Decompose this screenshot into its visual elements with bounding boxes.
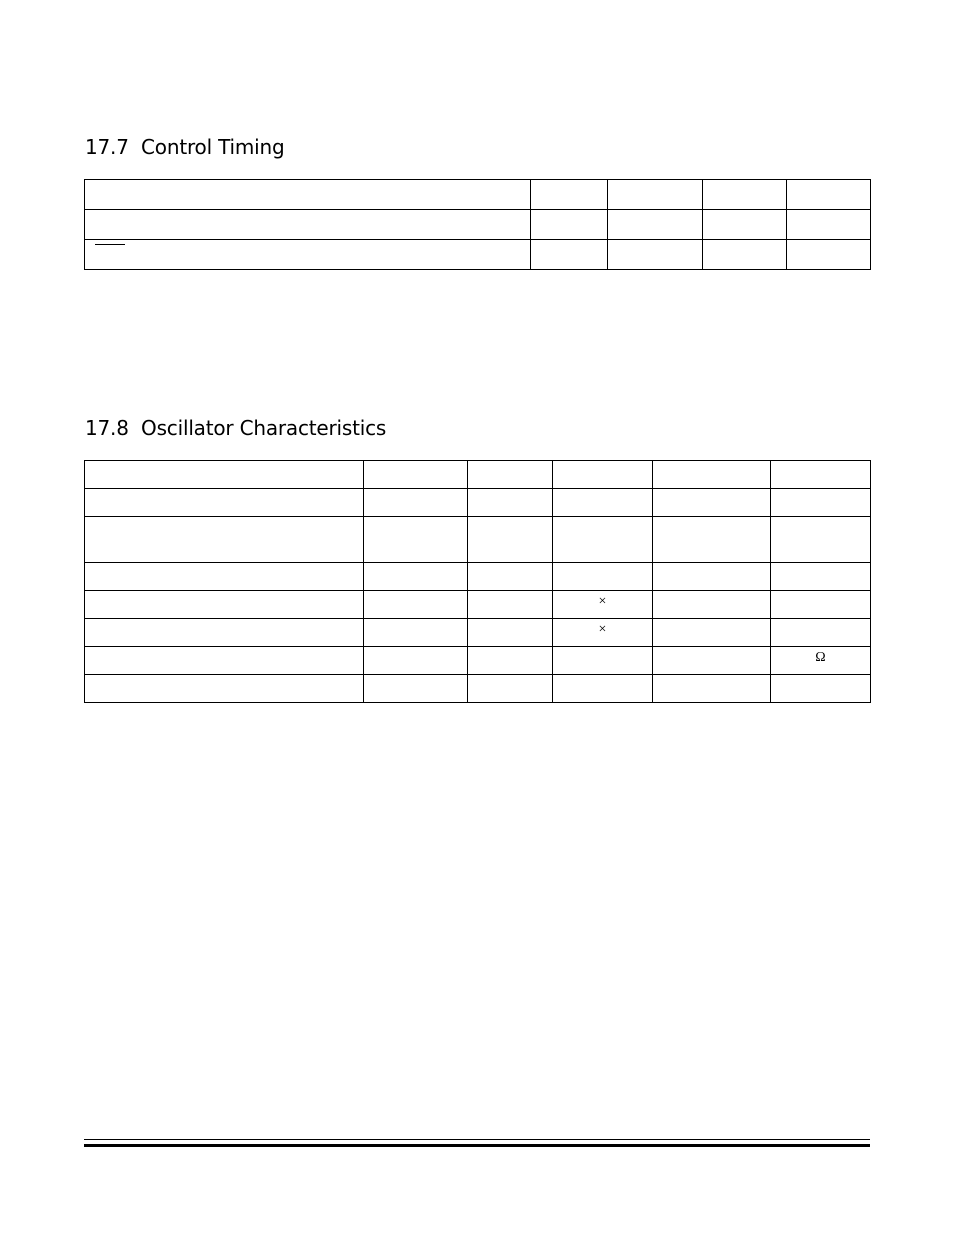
- table-cell: [85, 675, 364, 703]
- table-cell: [85, 461, 364, 489]
- table-cell: [703, 210, 787, 240]
- table-cell: [553, 619, 653, 647]
- table-cell: [771, 647, 871, 675]
- table-cell: [771, 461, 871, 489]
- table-cell: [553, 647, 653, 675]
- table-cell: [553, 461, 653, 489]
- table-cell: [771, 591, 871, 619]
- table-cell: [703, 180, 787, 210]
- table-cell: [787, 210, 871, 240]
- table-cell: [771, 517, 871, 563]
- table-cell: [553, 591, 653, 619]
- table-cell: [653, 675, 771, 703]
- table-cell: [85, 591, 364, 619]
- table-cell: [653, 591, 771, 619]
- table-cell: [553, 675, 653, 703]
- multiplication-sign: ×: [598, 593, 607, 609]
- table-cell: [531, 210, 608, 240]
- table-cell: [771, 675, 871, 703]
- table-row: [85, 210, 871, 240]
- multiplication-sign: ×: [598, 621, 607, 637]
- table-row: [85, 563, 871, 591]
- table-cell: [468, 591, 553, 619]
- table-cell: [608, 210, 703, 240]
- oscillator-characteristics-table: [84, 460, 871, 703]
- table-cell: [468, 563, 553, 591]
- table-cell: [364, 619, 468, 647]
- table-cell: [85, 619, 364, 647]
- table-cell: [653, 563, 771, 591]
- table-cell: [703, 240, 787, 270]
- table-cell: [771, 619, 871, 647]
- table-row: [85, 619, 871, 647]
- table-cell: [364, 489, 468, 517]
- table-row: [85, 180, 871, 210]
- table-cell: [553, 517, 653, 563]
- table-cell: [771, 489, 871, 517]
- table-cell: [85, 210, 531, 240]
- table-cell: [531, 180, 608, 210]
- table-row: [85, 647, 871, 675]
- table-cell: [468, 675, 553, 703]
- ohm-symbol: Ω: [815, 649, 826, 665]
- table-row: [85, 591, 871, 619]
- table-cell: [85, 647, 364, 675]
- table-cell: [653, 619, 771, 647]
- table-cell: [468, 489, 553, 517]
- table-row: [85, 461, 871, 489]
- table-cell: [468, 619, 553, 647]
- table-cell: [553, 489, 653, 517]
- section-heading-oscillator-characteristics: 17.8 Oscillator Characteristics: [85, 416, 387, 440]
- footer-rule-thin: [84, 1139, 870, 1140]
- table-cell: [553, 563, 653, 591]
- table-cell: [85, 563, 364, 591]
- table-cell: [364, 517, 468, 563]
- overbar-mark: [95, 244, 125, 245]
- table-row: [85, 517, 871, 563]
- table-cell: [653, 647, 771, 675]
- table-cell: [364, 591, 468, 619]
- table-cell: [364, 675, 468, 703]
- table-cell: [531, 240, 608, 270]
- table-cell: [468, 517, 553, 563]
- table-cell: [85, 517, 364, 563]
- control-timing-table: [84, 179, 871, 270]
- table-cell: [653, 489, 771, 517]
- table-cell: [653, 461, 771, 489]
- table-cell: [608, 240, 703, 270]
- table-row: [85, 240, 871, 270]
- section-heading-control-timing: 17.7 Control Timing: [85, 135, 285, 159]
- table-cell: [364, 563, 468, 591]
- table-cell: [468, 647, 553, 675]
- table-cell: [787, 180, 871, 210]
- table-cell: [85, 240, 531, 270]
- table-cell: [85, 180, 531, 210]
- table-cell: [364, 461, 468, 489]
- table-cell: [771, 563, 871, 591]
- footer-rule-thick: [84, 1144, 870, 1147]
- table-row: [85, 675, 871, 703]
- table-cell: [468, 461, 553, 489]
- table-row: [85, 489, 871, 517]
- table-cell: [85, 489, 364, 517]
- table-cell: [364, 647, 468, 675]
- table-cell: [787, 240, 871, 270]
- table-cell: [608, 180, 703, 210]
- table-cell: [653, 517, 771, 563]
